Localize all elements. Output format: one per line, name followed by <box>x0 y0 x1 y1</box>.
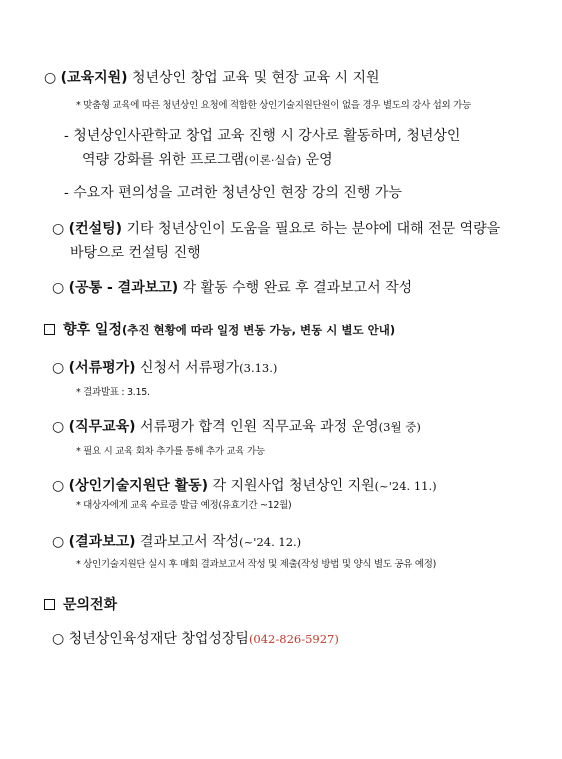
edu-support-line <box>44 66 380 90</box>
edu-support-note: * 맞춤형 교육에 따른 청년상인 요청에 적합한 상인기술지원단원이 없을 경우 별도의 강사 섭외 가능 <box>76 100 471 111</box>
consulting-line <box>52 217 500 241</box>
bullet: ○ <box>52 419 65 435</box>
schedule-item-heading: (결과보고) <box>68 534 136 550</box>
schedule-item-date: (3월 중) <box>378 420 421 434</box>
bullet: ○ <box>52 221 65 237</box>
dash: - <box>64 185 69 201</box>
schedule-item-date: (~'24. 12.) <box>239 535 302 549</box>
schedule-item <box>52 415 421 439</box>
lecture-activity-line <box>64 124 460 148</box>
schedule-item <box>52 356 277 380</box>
checkbox-square-icon <box>44 599 55 610</box>
bullet: ○ <box>52 280 65 296</box>
lecture-activity-text: 청년상인사관학교 창업 교육 진행 시 강사로 활동하며, 청년상인 <box>73 128 461 144</box>
consulting-text: 기타 청년상인이 도움을 필요로 하는 분야에 대해 전문 역량을 <box>126 221 501 237</box>
lecture-activity-line-2 <box>82 148 333 172</box>
schedule-item-heading: (상인기술지원단 활동) <box>68 478 209 494</box>
schedule-item-heading: (직무교육) <box>68 419 136 435</box>
checkbox-square-icon <box>44 324 55 335</box>
consulting-line-2: 바탕으로 컨설팅 진행 <box>70 245 201 261</box>
schedule-item-note: * 결과발표 : 3.15. <box>76 387 150 398</box>
schedule-item <box>52 474 437 498</box>
bullet: ○ <box>52 631 65 647</box>
contact-title: 문의전화 <box>63 597 118 613</box>
bullet: ○ <box>52 360 65 376</box>
program-tail: 운영 <box>301 152 333 168</box>
bullet: ○ <box>44 70 57 86</box>
schedule-title-note: (추진 현황에 따라 일정 변동 가능, 변동 시 별도 안내) <box>121 323 396 337</box>
contact-section-title <box>44 593 117 617</box>
schedule-item-date: (3.13.) <box>239 361 278 375</box>
bullet: ○ <box>52 478 65 494</box>
contact-org: 청년상인육성재단 창업성장팀 <box>68 631 249 647</box>
contact-line <box>52 627 339 651</box>
schedule-item-text: 결과보고서 작성 <box>140 534 240 550</box>
schedule-item-note: * 대상자에게 교육 수료증 발급 예정(유효기간 ~12월) <box>76 500 292 511</box>
schedule-item <box>52 530 301 554</box>
consulting-heading: (컨설팅) <box>68 221 123 237</box>
schedule-item-text: 서류평가 합격 인원 직무교육 과정 운영 <box>140 419 379 435</box>
schedule-item-text: 신청서 서류평가 <box>140 360 240 376</box>
common-report-text: 각 활동 수행 완료 후 결과보고서 작성 <box>182 280 413 296</box>
program-text: 역량 강화를 위한 프로그램 <box>82 152 245 168</box>
edu-support-text: 청년상인 창업 교육 및 현장 교육 시 지원 <box>132 70 380 86</box>
schedule-item-text: 각 지원사업 청년상인 지원 <box>212 478 375 494</box>
schedule-item-date: (~'24. 11.) <box>374 479 437 493</box>
schedule-item-note: * 상인기술지원단 실시 후 매회 결과보고서 작성 및 제출(작성 방법 및 양식 별도 공유 예정) <box>76 559 437 570</box>
program-paren: (이론·실습) <box>244 153 302 167</box>
common-report-heading: (공통 - 결과보고) <box>68 280 179 296</box>
field-lecture-text: 수요자 편의성을 고려한 청년상인 현장 강의 진행 가능 <box>73 185 402 201</box>
schedule-item-note: * 필요 시 교육 회차 추가를 통해 추가 교육 가능 <box>76 446 265 457</box>
common-report-line <box>52 276 412 300</box>
edu-support-heading: (교육지원) <box>60 70 128 86</box>
field-lecture-line <box>64 181 402 205</box>
schedule-section-title <box>44 318 395 342</box>
contact-phone[interactable]: (042-826-5927) <box>248 632 339 646</box>
dash: - <box>64 128 69 144</box>
schedule-item-heading: (서류평가) <box>68 360 136 376</box>
schedule-title: 향후 일정 <box>63 322 122 338</box>
bullet: ○ <box>52 534 65 550</box>
